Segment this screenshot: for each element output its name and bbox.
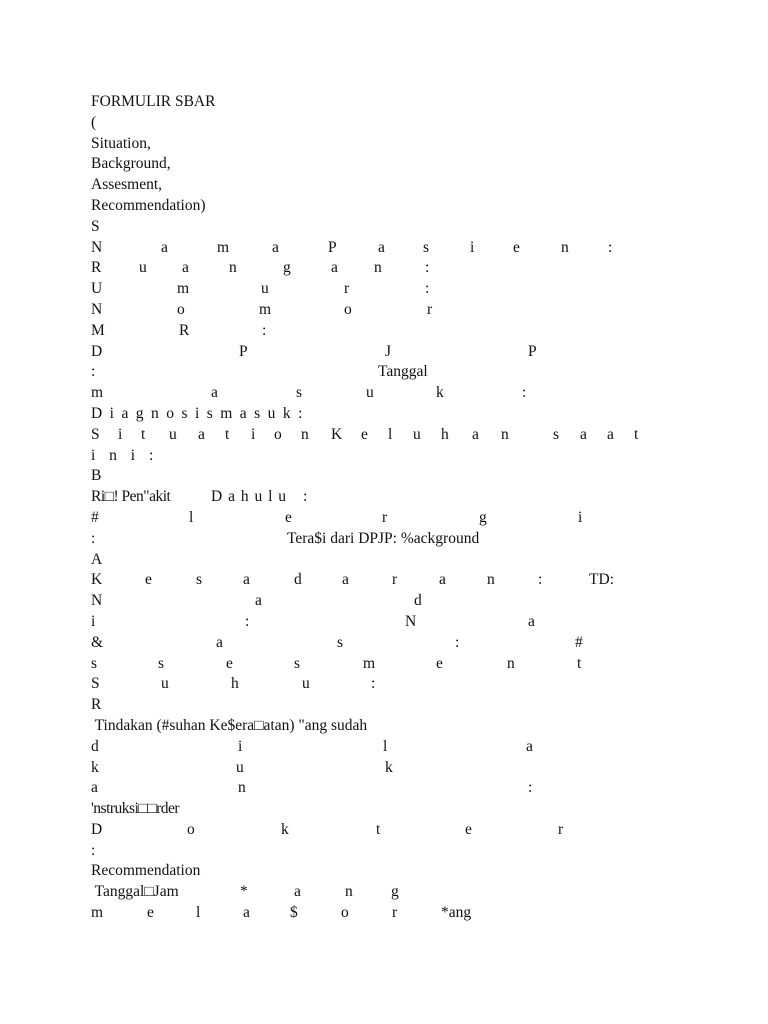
- text-fragment: u: [366, 384, 374, 402]
- text-fragment: i: [251, 425, 256, 443]
- section-letter: A: [91, 550, 103, 568]
- text-fragment: Tindakan (#suhan Ke$era□atan) "ang sudah: [91, 716, 368, 734]
- recommendation-heading-line: [91, 861, 651, 882]
- text-fragment: Tera$i dari DPJP: %ackground: [287, 529, 480, 547]
- text-fragment: :: [303, 488, 308, 506]
- text-fragment: Recommendation): [91, 196, 206, 214]
- text-fragment: S: [91, 425, 100, 443]
- dilakukan-1-line: [91, 737, 651, 758]
- text-fragment: :: [425, 280, 430, 298]
- text-fragment: r: [427, 300, 433, 318]
- text-fragment: g: [283, 259, 291, 277]
- text-fragment: a: [378, 238, 385, 256]
- nafas-line: [91, 633, 651, 654]
- text-fragment: e: [465, 820, 472, 838]
- text-fragment: M: [91, 321, 105, 339]
- text-fragment: e: [285, 508, 292, 526]
- text-fragment: n: [501, 425, 509, 443]
- text-fragment: o: [344, 300, 352, 318]
- text-fragment: R: [91, 259, 102, 277]
- text-fragment: l: [388, 425, 393, 443]
- text-fragment: s: [423, 238, 430, 256]
- dilakukan-2-line: [91, 758, 651, 779]
- nama-pasien-line: [91, 238, 651, 259]
- text-fragment: a: [255, 592, 262, 610]
- text-fragment: a: [294, 883, 301, 901]
- text-fragment: P: [328, 238, 337, 256]
- text-fragment: i: [238, 737, 243, 755]
- text-fragment: R: [179, 321, 190, 339]
- text-fragment: :: [262, 321, 267, 339]
- text-fragment: n: [487, 571, 495, 589]
- text-fragment: a: [528, 612, 535, 630]
- form-title: FORMULIR SBAR: [91, 93, 216, 110]
- text-fragment: e: [145, 571, 152, 589]
- text-fragment: Ri□! Pen"akit: [91, 488, 171, 506]
- instruksi-order-line: [91, 799, 651, 820]
- text-fragment: e: [147, 904, 154, 922]
- text-fragment: K: [91, 571, 103, 589]
- text-fragment: u: [161, 675, 169, 693]
- text-fragment: h: [231, 675, 239, 693]
- text-fragment: g: [391, 883, 399, 901]
- title-formulir-line: [91, 92, 651, 113]
- assesment-line: [91, 175, 651, 196]
- assesment-spaced-line: [91, 654, 651, 675]
- text-fragment: u: [236, 758, 244, 776]
- text-fragment: n: [561, 238, 569, 256]
- text-fragment: h: [441, 425, 449, 443]
- section-r-line: [91, 695, 651, 716]
- text-fragment: d: [414, 592, 422, 610]
- text-fragment: a: [182, 259, 189, 277]
- text-fragment: &: [91, 633, 104, 651]
- section-letter: B: [91, 467, 102, 485]
- masuk-line: [91, 383, 651, 404]
- text-fragment: N: [405, 612, 417, 630]
- melapor-line: [91, 903, 651, 924]
- text-fragment: o: [341, 904, 349, 922]
- text-fragment: s: [158, 654, 165, 672]
- text-fragment: a: [607, 425, 614, 443]
- text-fragment: i n i :: [91, 446, 155, 464]
- text-fragment: e: [226, 654, 233, 672]
- text-fragment: r: [392, 571, 398, 589]
- text-fragment: l: [383, 737, 388, 755]
- text-fragment: U: [91, 280, 103, 298]
- alergi-line: [91, 508, 651, 529]
- text-fragment: k: [385, 758, 393, 776]
- suhu-line: [91, 674, 651, 695]
- text-fragment: u: [302, 675, 310, 693]
- text-fragment: J: [385, 342, 392, 360]
- text-fragment: s: [91, 654, 98, 672]
- text-fragment: n: [229, 259, 237, 277]
- text-fragment: N: [91, 592, 103, 610]
- sbar-form-document: [91, 92, 651, 924]
- text-fragment: d: [294, 571, 302, 589]
- riwayat-penyakit-line: [91, 487, 651, 508]
- section-a-line: [91, 550, 651, 571]
- section-b-line: [91, 466, 651, 487]
- text-fragment: r: [558, 820, 564, 838]
- text-fragment: :: [91, 529, 96, 547]
- text-fragment: a: [439, 571, 446, 589]
- text-fragment: e: [361, 425, 368, 443]
- text-fragment: t: [634, 425, 639, 443]
- text-fragment: n: [301, 425, 309, 443]
- dokter-line: [91, 820, 651, 841]
- text-fragment: u: [413, 425, 421, 443]
- text-fragment: *: [240, 883, 248, 901]
- tindakan-line: [91, 716, 651, 737]
- text-fragment: s: [337, 633, 344, 651]
- text-fragment: a: [580, 425, 587, 443]
- terapi-line: [91, 529, 651, 550]
- text-fragment: m: [217, 238, 230, 256]
- text-fragment: :: [371, 675, 376, 693]
- text-fragment: #: [575, 633, 583, 651]
- section-letter: R: [91, 696, 102, 714]
- text-fragment: a: [198, 425, 205, 443]
- text-fragment: P: [528, 342, 537, 360]
- text-fragment: n: [238, 779, 246, 797]
- text-fragment: r: [382, 508, 388, 526]
- text-fragment: :: [91, 841, 96, 859]
- text-fragment: a: [331, 259, 338, 277]
- text-fragment: K: [331, 425, 343, 443]
- nadi-line: [91, 591, 651, 612]
- text-fragment: u: [261, 280, 269, 298]
- text-fragment: :: [538, 571, 543, 589]
- text-fragment: a: [161, 238, 168, 256]
- text-fragment: l: [189, 508, 194, 526]
- text-fragment: i: [91, 612, 96, 630]
- text-fragment: N: [91, 238, 103, 256]
- text-fragment: P: [239, 342, 248, 360]
- text-fragment: r: [392, 904, 398, 922]
- text-fragment: a: [91, 779, 98, 797]
- umur-line: [91, 279, 651, 300]
- text-fragment: $: [290, 904, 298, 922]
- text-fragment: Situation,: [91, 134, 151, 152]
- text-fragment: t: [376, 820, 381, 838]
- text-fragment: #: [91, 508, 99, 526]
- text-fragment: Assesment,: [91, 176, 163, 194]
- text-fragment: k: [281, 820, 289, 838]
- colon-line: [91, 841, 651, 862]
- kesadaran-line: [91, 570, 651, 591]
- dilakukan-3-line: [91, 778, 651, 799]
- text-fragment: m: [259, 300, 272, 318]
- text-fragment: t: [225, 425, 230, 443]
- text-fragment: :: [608, 238, 613, 256]
- text-fragment: d: [91, 737, 99, 755]
- text-fragment: Background,: [91, 155, 171, 173]
- text-fragment: D i a g n o s i s m a s u k :: [91, 404, 303, 422]
- text-fragment: a: [342, 571, 349, 589]
- text-fragment: k: [436, 384, 444, 402]
- text-fragment: D a h u l u: [211, 488, 287, 506]
- text-fragment: Tanggal□Jam: [91, 883, 179, 901]
- dpjp-line: [91, 342, 651, 363]
- section-s-line: [91, 217, 651, 238]
- text-fragment: m: [363, 654, 376, 672]
- text-fragment: r: [344, 280, 350, 298]
- text-fragment: i: [470, 238, 475, 256]
- paren-open-line: [91, 113, 651, 134]
- text-fragment: s: [294, 654, 301, 672]
- text-fragment: a: [526, 737, 533, 755]
- text-fragment: a: [211, 384, 218, 402]
- text-fragment: a: [272, 238, 279, 256]
- text-fragment: :: [245, 612, 250, 630]
- text-fragment: m: [177, 280, 190, 298]
- text-fragment: :: [455, 633, 460, 651]
- ini-line: [91, 446, 651, 467]
- text-fragment: D: [91, 342, 103, 360]
- text-fragment: o: [274, 425, 282, 443]
- text-fragment: a: [216, 633, 223, 651]
- i-line: [91, 612, 651, 633]
- text-fragment: n: [507, 654, 515, 672]
- text-fragment: m: [91, 904, 104, 922]
- text-fragment: s: [196, 571, 203, 589]
- text-fragment: 'nstruksi□□rder: [91, 800, 180, 818]
- text-fragment: a: [472, 425, 479, 443]
- text-fragment: N: [91, 300, 103, 318]
- text-fragment: k: [91, 758, 99, 776]
- text-fragment: a: [243, 904, 250, 922]
- text-fragment: (: [91, 113, 97, 131]
- text-fragment: t: [577, 654, 582, 672]
- text-fragment: o: [177, 300, 185, 318]
- text-fragment: i: [118, 425, 123, 443]
- text-fragment: s: [296, 384, 303, 402]
- situation-line: [91, 134, 651, 155]
- text-fragment: :: [522, 384, 527, 402]
- text-fragment: s: [553, 425, 560, 443]
- text-fragment: i: [578, 508, 583, 526]
- text-fragment: Recommendation: [91, 862, 201, 880]
- diagnosis-masuk-line: [91, 404, 651, 425]
- tanggal-jam-line: [91, 882, 651, 903]
- text-fragment: t: [141, 425, 146, 443]
- text-fragment: :: [91, 363, 96, 381]
- situation-keluhan-line: [91, 425, 651, 446]
- text-fragment: a: [243, 571, 250, 589]
- nomor-line: [91, 300, 651, 321]
- text-fragment: o: [187, 820, 195, 838]
- background-line: [91, 154, 651, 175]
- text-fragment: *ang: [441, 904, 472, 922]
- section-letter: S: [91, 217, 100, 235]
- text-fragment: l: [196, 904, 201, 922]
- text-fragment: u: [139, 259, 147, 277]
- text-fragment: D: [91, 820, 103, 838]
- text-fragment: S: [91, 675, 100, 693]
- text-fragment: u: [169, 425, 177, 443]
- text-fragment: :: [528, 779, 533, 797]
- tanggal-line: [91, 362, 651, 383]
- text-fragment: e: [436, 654, 443, 672]
- mr-line: [91, 321, 651, 342]
- text-fragment: n: [374, 259, 382, 277]
- text-fragment: Tanggal: [378, 363, 428, 381]
- text-fragment: :: [425, 259, 430, 277]
- recommendation-line: [91, 196, 651, 217]
- text-fragment: TD:: [589, 571, 614, 589]
- text-fragment: n: [345, 883, 353, 901]
- ruangan-line: [91, 258, 651, 279]
- text-fragment: m: [91, 384, 104, 402]
- text-fragment: g: [479, 508, 487, 526]
- text-fragment: e: [513, 238, 520, 256]
